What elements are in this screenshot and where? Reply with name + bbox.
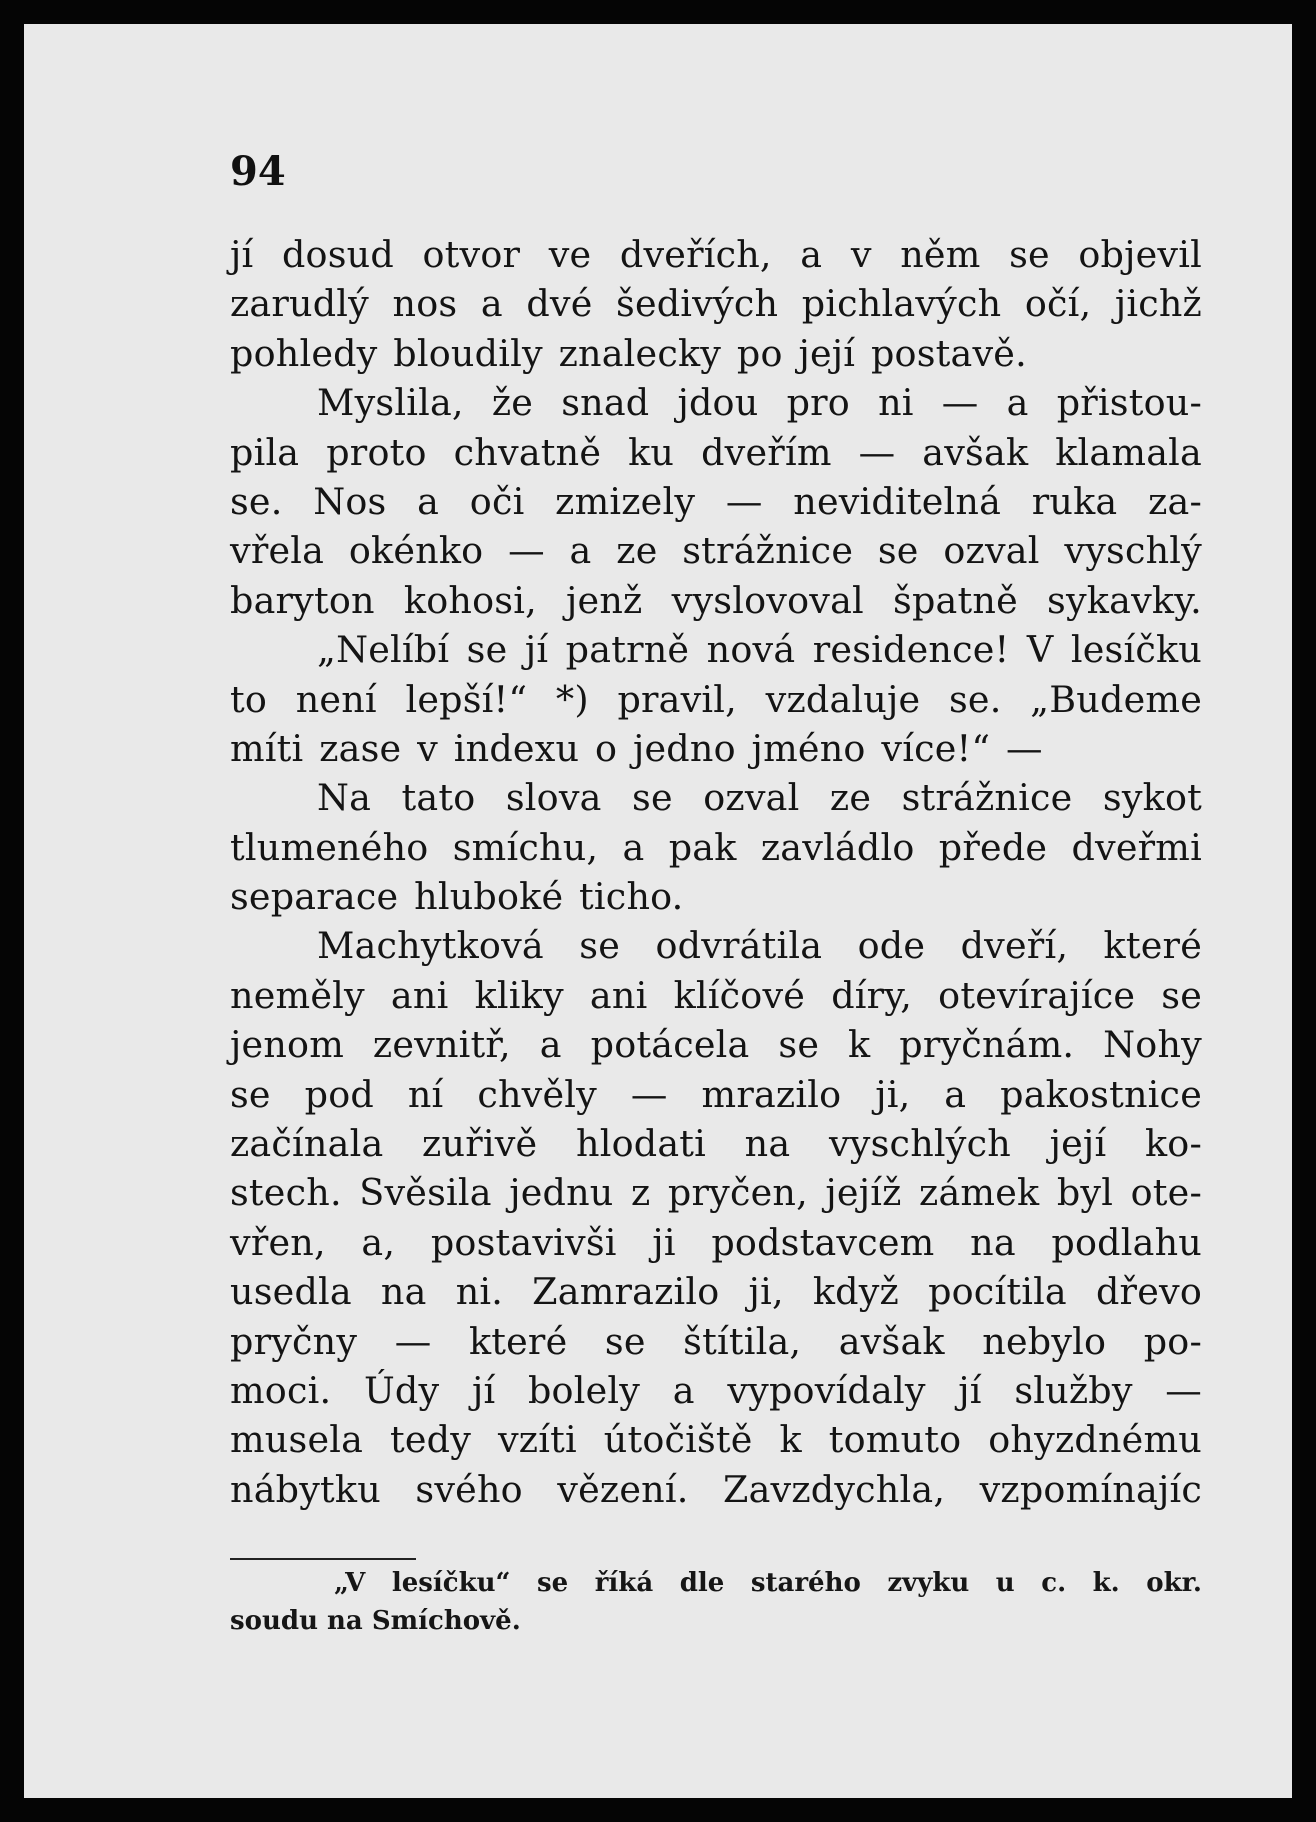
text-line: baryton kohosi, jenž vyslovoval špatně sykavky.	[230, 578, 1202, 622]
book-page	[24, 24, 1292, 1798]
text-line: nábytku svého vězení. Zavzdychla, vzpomínajíc	[230, 1467, 1202, 1511]
text-line: tlumeného smíchu, a pak zavládlo přede dveřmi	[230, 825, 1202, 869]
text-line: pila proto chvatně ku dveřím — avšak klamala	[230, 430, 1202, 474]
text-line: míti zase v indexu o jedno jméno více!“ —	[230, 726, 1043, 770]
text-line: pryčny — které se štítila, avšak nebylo po-	[230, 1319, 1202, 1363]
footnote	[230, 1564, 1202, 1640]
text-line: musela tedy vzíti útočiště k tomuto ohyzdnému	[230, 1418, 1202, 1462]
text-line: Myslila, že snad jdou pro ni — a přistou-	[317, 381, 1202, 425]
text-line: Machytková se odvrátila ode dveří, které	[317, 924, 1202, 968]
footnote-line: soudu na Smíchově.	[230, 1606, 521, 1636]
text-line: stech. Svěsila jednu z pryčen, jejíž zámek byl ote-	[230, 1171, 1202, 1215]
body-text	[230, 230, 1202, 1514]
text-line: Na tato slova se ozval ze strážnice sykot	[317, 776, 1202, 820]
text-line: pohledy bloudily znalecky po její postavě.	[230, 331, 1027, 375]
footnote-line: „V lesíčku“ se říká dle starého zvyku u c. k. okr.	[334, 1568, 1202, 1598]
text-line: jenom zevnitř, a potácela se k pryčnám. Nohy	[230, 1023, 1202, 1067]
text-line: se. Nos a oči zmizely — neviditelná ruka za-	[230, 479, 1202, 523]
text-line: neměly ani kliky ani klíčové díry, otevírajíce se	[230, 973, 1202, 1017]
text-line: jí dosud otvor ve dveřích, a v něm se objevil	[230, 233, 1202, 276]
text-line: „Nelíbí se jí patrně nová residence! V lesíčku	[317, 628, 1202, 672]
page-number: 94	[230, 148, 286, 195]
text-line: to není lepší!“ *) pravil, vzdaluje se. „Budeme	[230, 677, 1202, 721]
text-line: moci. Údy jí bolely a vypovídaly jí služby —	[230, 1368, 1202, 1412]
footnote-divider	[230, 1558, 416, 1560]
text-line: usedla na ni. Zamrazilo ji, když pocítila dřevo	[230, 1270, 1202, 1314]
text-line: začínala zuřivě hlodati na vyschlých její ko-	[230, 1122, 1202, 1166]
text-line: vřen, a, postavivši ji podstavcem na podlahu	[230, 1220, 1202, 1264]
text-line: se pod ní chvěly — mrazilo ji, a pakostnice	[230, 1072, 1202, 1116]
text-line: separace hluboké ticho.	[230, 875, 684, 919]
text-line: zarudlý nos a dvé šedivých pichlavých očí, jichž	[230, 282, 1202, 326]
text-line: vřela okénko — a ze strážnice se ozval vyschlý	[230, 529, 1202, 573]
